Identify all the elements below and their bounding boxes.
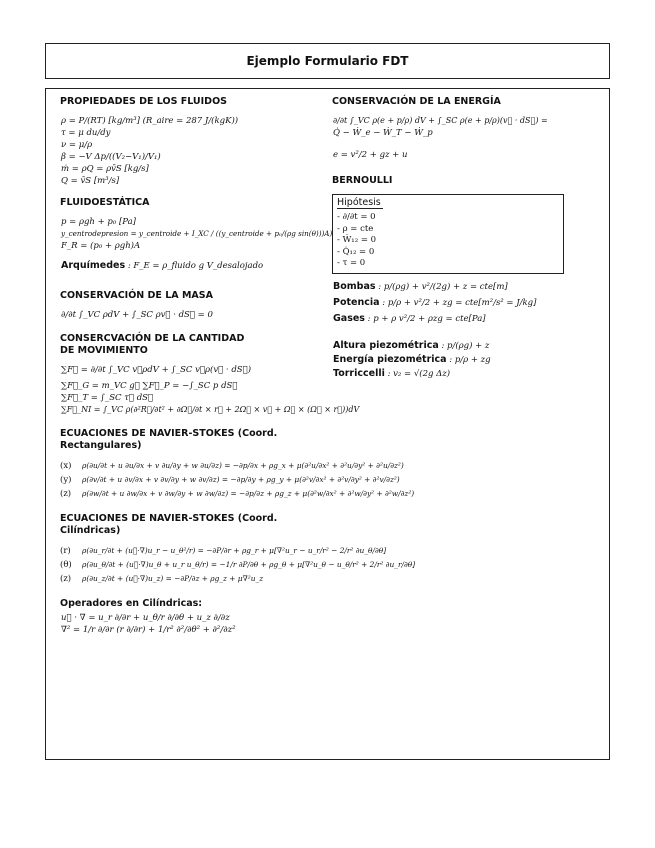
equation-center-of-pressure: y_centrodepresion = y_centroide + I_XC / ((y_centroide + p₀/(ρg sin(θ)))A) [61, 229, 333, 238]
page-title: Ejemplo Formulario FDT [246, 54, 409, 68]
equation-kinematic-viscosity: ν = μ/ρ [61, 140, 93, 150]
section-heading-energy: CONSERVACIÓN DE LA ENERGÍA [332, 96, 501, 107]
equation-continuity: ∂/∂t ∫_VC ρdV + ∫_SC ρv⃗ · dS⃗ = 0 [61, 310, 213, 320]
piezometric-height [333, 339, 597, 353]
bernoulli-power-eq: : p/ρ + v²/2 + zg = cte[m²/s² = J/kg] [382, 297, 537, 308]
hypothesis-no-heat: - Q̇₁₂ = 0 [337, 246, 375, 257]
momentum-heading-line-1: CONSERCVACIÓN DE LA CANTIDAD [60, 333, 245, 344]
section-heading-navier-stokes-cyl: ECUACIONES DE NAVIER-STOKES (Coord. Cilíndricas) [60, 513, 278, 536]
hypothesis-title: Hipótesis [337, 197, 381, 208]
section-heading-cylindrical-operators: Operadores en Cilíndricas: [60, 598, 203, 609]
title-box [45, 43, 610, 79]
section-heading-momentum [60, 333, 330, 357]
bernoulli-pumps-eq: : p/(ρg) + v²/(2g) + z = cte[m] [378, 281, 508, 292]
equation-energy-rates: Q̇ − Ẇ_e − Ẇ_T − Ẇ_p [333, 128, 433, 138]
torricelli [333, 367, 597, 381]
equation-bulk-modulus: β = −V Δp/((V₂−V₁)/V₁) [61, 152, 161, 162]
ns-cyl-theta-eq: ρ(∂u_θ/∂t + (u⃗·∇)u_θ + u_r u_θ/r) = −1/r ∂P/∂θ + ρg_θ + μ[∇²u_θ − u_θ/r² + 2/r² ∂u_r/∂θ] [82, 560, 416, 569]
ns-cyl-r-label: (r) [60, 546, 71, 556]
equation-gravity-pressure-forces: ∑F⃗_G = m_VC g⃗ ∑F⃗_P = −∫_SC p dS⃗ [61, 381, 238, 391]
section-heading-bernoulli: BERNOULLI [332, 175, 393, 186]
ns-cyl-z [60, 572, 330, 586]
ns-rect-y-eq: ρ(∂v/∂t + u ∂v/∂x + v ∂v/∂y + w ∂v/∂z) = −∂p/∂y + ρg_y + μ(∂²v/∂x² + ∂²v/∂y² + ∂²v/∂z²) [82, 475, 400, 484]
section-heading-hydrostatics: FLUIDOESTÁTICA [60, 197, 150, 208]
equation-laplacian: ∇² = 1/r ∂/∂r (r ∂/∂r) + 1/r² ∂²/∂θ² + ∂²/∂z² [61, 625, 236, 635]
piezometric-energy-eq: : p/ρ + zg [449, 354, 491, 365]
bernoulli-gases [333, 311, 597, 327]
torricelli-label: Torriccelli [333, 367, 385, 379]
hypothesis-box [332, 194, 564, 274]
ns-cyl-r [60, 544, 387, 558]
ns-cyl-z-label: (z) [60, 574, 72, 584]
archimedes-line [61, 260, 330, 272]
piezometric-energy-label: Energía piezométrica [333, 353, 447, 365]
ns-rect-z [60, 487, 415, 501]
section-heading-mass-conservation: CONSERVACIÓN DE LA MASA [60, 290, 213, 301]
equation-shear-stress: τ = μ du/dy [61, 128, 111, 138]
equation-hydrostatic-pressure: p = ρgh + p₀ [Pa] [61, 217, 136, 227]
ns-rect-z-eq: ρ(∂w/∂t + u ∂w/∂x + v ∂w/∂y + w ∂w/∂z) = −∂p/∂z + ρg_z + μ(∂²w/∂x² + ∂²w/∂y² + ∂²w/∂z²) [82, 489, 415, 498]
piezometric-height-label: Altura piezométrica [333, 339, 439, 351]
bernoulli-gases-eq: : p + ρ v²/2 + ρzg = cte[Pa] [367, 313, 486, 324]
equation-density: ρ = P/(RT) [kg/m³] (R_aire = 287 J/(kgK)) [61, 116, 239, 126]
ns-rect-x-eq: ρ(∂u/∂t + u ∂u/∂x + v ∂u/∂y + w ∂u/∂z) = −∂p/∂x + ρg_x + μ(∂²u/∂x² + ∂²u/∂y² + ∂²u/∂z²) [82, 461, 404, 470]
section-heading-fluid-properties: PROPIEDADES DE LOS FLUIDOS [60, 96, 227, 107]
hypothesis-steady: - ∂/∂t = 0 [337, 212, 376, 222]
ns-cyl-theta [60, 558, 416, 572]
ns-rect-y [60, 473, 400, 487]
bernoulli-pumps [333, 279, 597, 295]
archimedes-label: Arquímedes [61, 260, 126, 271]
bernoulli-pumps-label: Bombas [333, 280, 376, 292]
hypothesis-inviscid: - τ = 0 [337, 258, 366, 268]
momentum-heading-line-2: DE MOVIMIENTO [60, 345, 148, 356]
equation-momentum-balance: ∑F⃗ = ∂/∂t ∫_VC v⃗ρdV + ∫_SC v⃗ρ(v⃗ · dS⃗) [61, 365, 252, 375]
equation-volume-flow: Q = v̄S [m³/s] [61, 176, 120, 186]
ns-rect-z-label: (z) [60, 489, 72, 499]
bernoulli-gases-label: Gases [333, 312, 365, 324]
equation-non-inertial-forces: ∑F⃗_NI = ∫_VC ρ(∂²R⃗/∂t² + ∂Ω⃗/∂t × r⃗ + 2Ω⃗ × v⃗ + Ω⃗ × (Ω⃗ × r⃗))dV [61, 405, 360, 414]
piezometric-energy [333, 353, 597, 367]
bernoulli-power-label: Potencia [333, 296, 380, 308]
bernoulli-power [333, 295, 597, 311]
equation-viscous-forces: ∑F⃗_T = ∫_SC τ⃗ dS⃗ [61, 393, 154, 403]
hypothesis-no-work: - Ẇ₁₂ = 0 [337, 235, 377, 245]
ns-cyl-z-eq: ρ(∂u_z/∂t + (u⃗·∇)u_z) = −∂P/∂z + ρg_z + μ∇²u_z [82, 574, 264, 583]
ns-cyl-r-eq: ρ(∂u_r/∂t + (u⃗·∇)u_r − u_θ²/r) = −∂P/∂r + ρg_r + μ[∇²u_r − u_r/r² − 2/r² ∂u_θ/∂θ] [82, 546, 387, 555]
archimedes-equation: : F_E = ρ_fluido g V_desalojado [127, 261, 264, 271]
right-column [332, 96, 597, 381]
section-heading-navier-stokes-rect: ECUACIONES DE NAVIER-STOKES (Coord. Rectangulares) [60, 428, 278, 451]
equation-mass-flow: ṁ = ρQ = ρv̄S [kg/s] [61, 164, 149, 174]
ns-rect-x [60, 459, 404, 473]
piezometric-height-eq: : p/(ρg) + z [441, 340, 490, 351]
torricelli-eq: : v₂ = √(2g Δz) [387, 368, 451, 379]
equation-resultant-force: F_R = (p₀ + ρgh)A [61, 241, 141, 251]
ns-rect-y-label: (y) [60, 475, 72, 485]
equation-convective-operator: u⃗ · ∇ = u_r ∂/∂r + u_θ/r ∂/∂θ + u_z ∂/∂z [61, 613, 230, 623]
equation-energy-balance: ∂/∂t ∫_VC ρ(e + p/ρ) dV + ∫_SC ρ(e + p/ρ)(v⃗ · dS⃗) = [333, 116, 548, 125]
ns-cyl-theta-label: (θ) [60, 560, 72, 570]
hypothesis-incompressible: - ρ = cte [337, 223, 374, 234]
ns-rect-x-label: (x) [60, 461, 72, 471]
equation-specific-energy: e = v²/2 + gz + u [333, 150, 408, 160]
